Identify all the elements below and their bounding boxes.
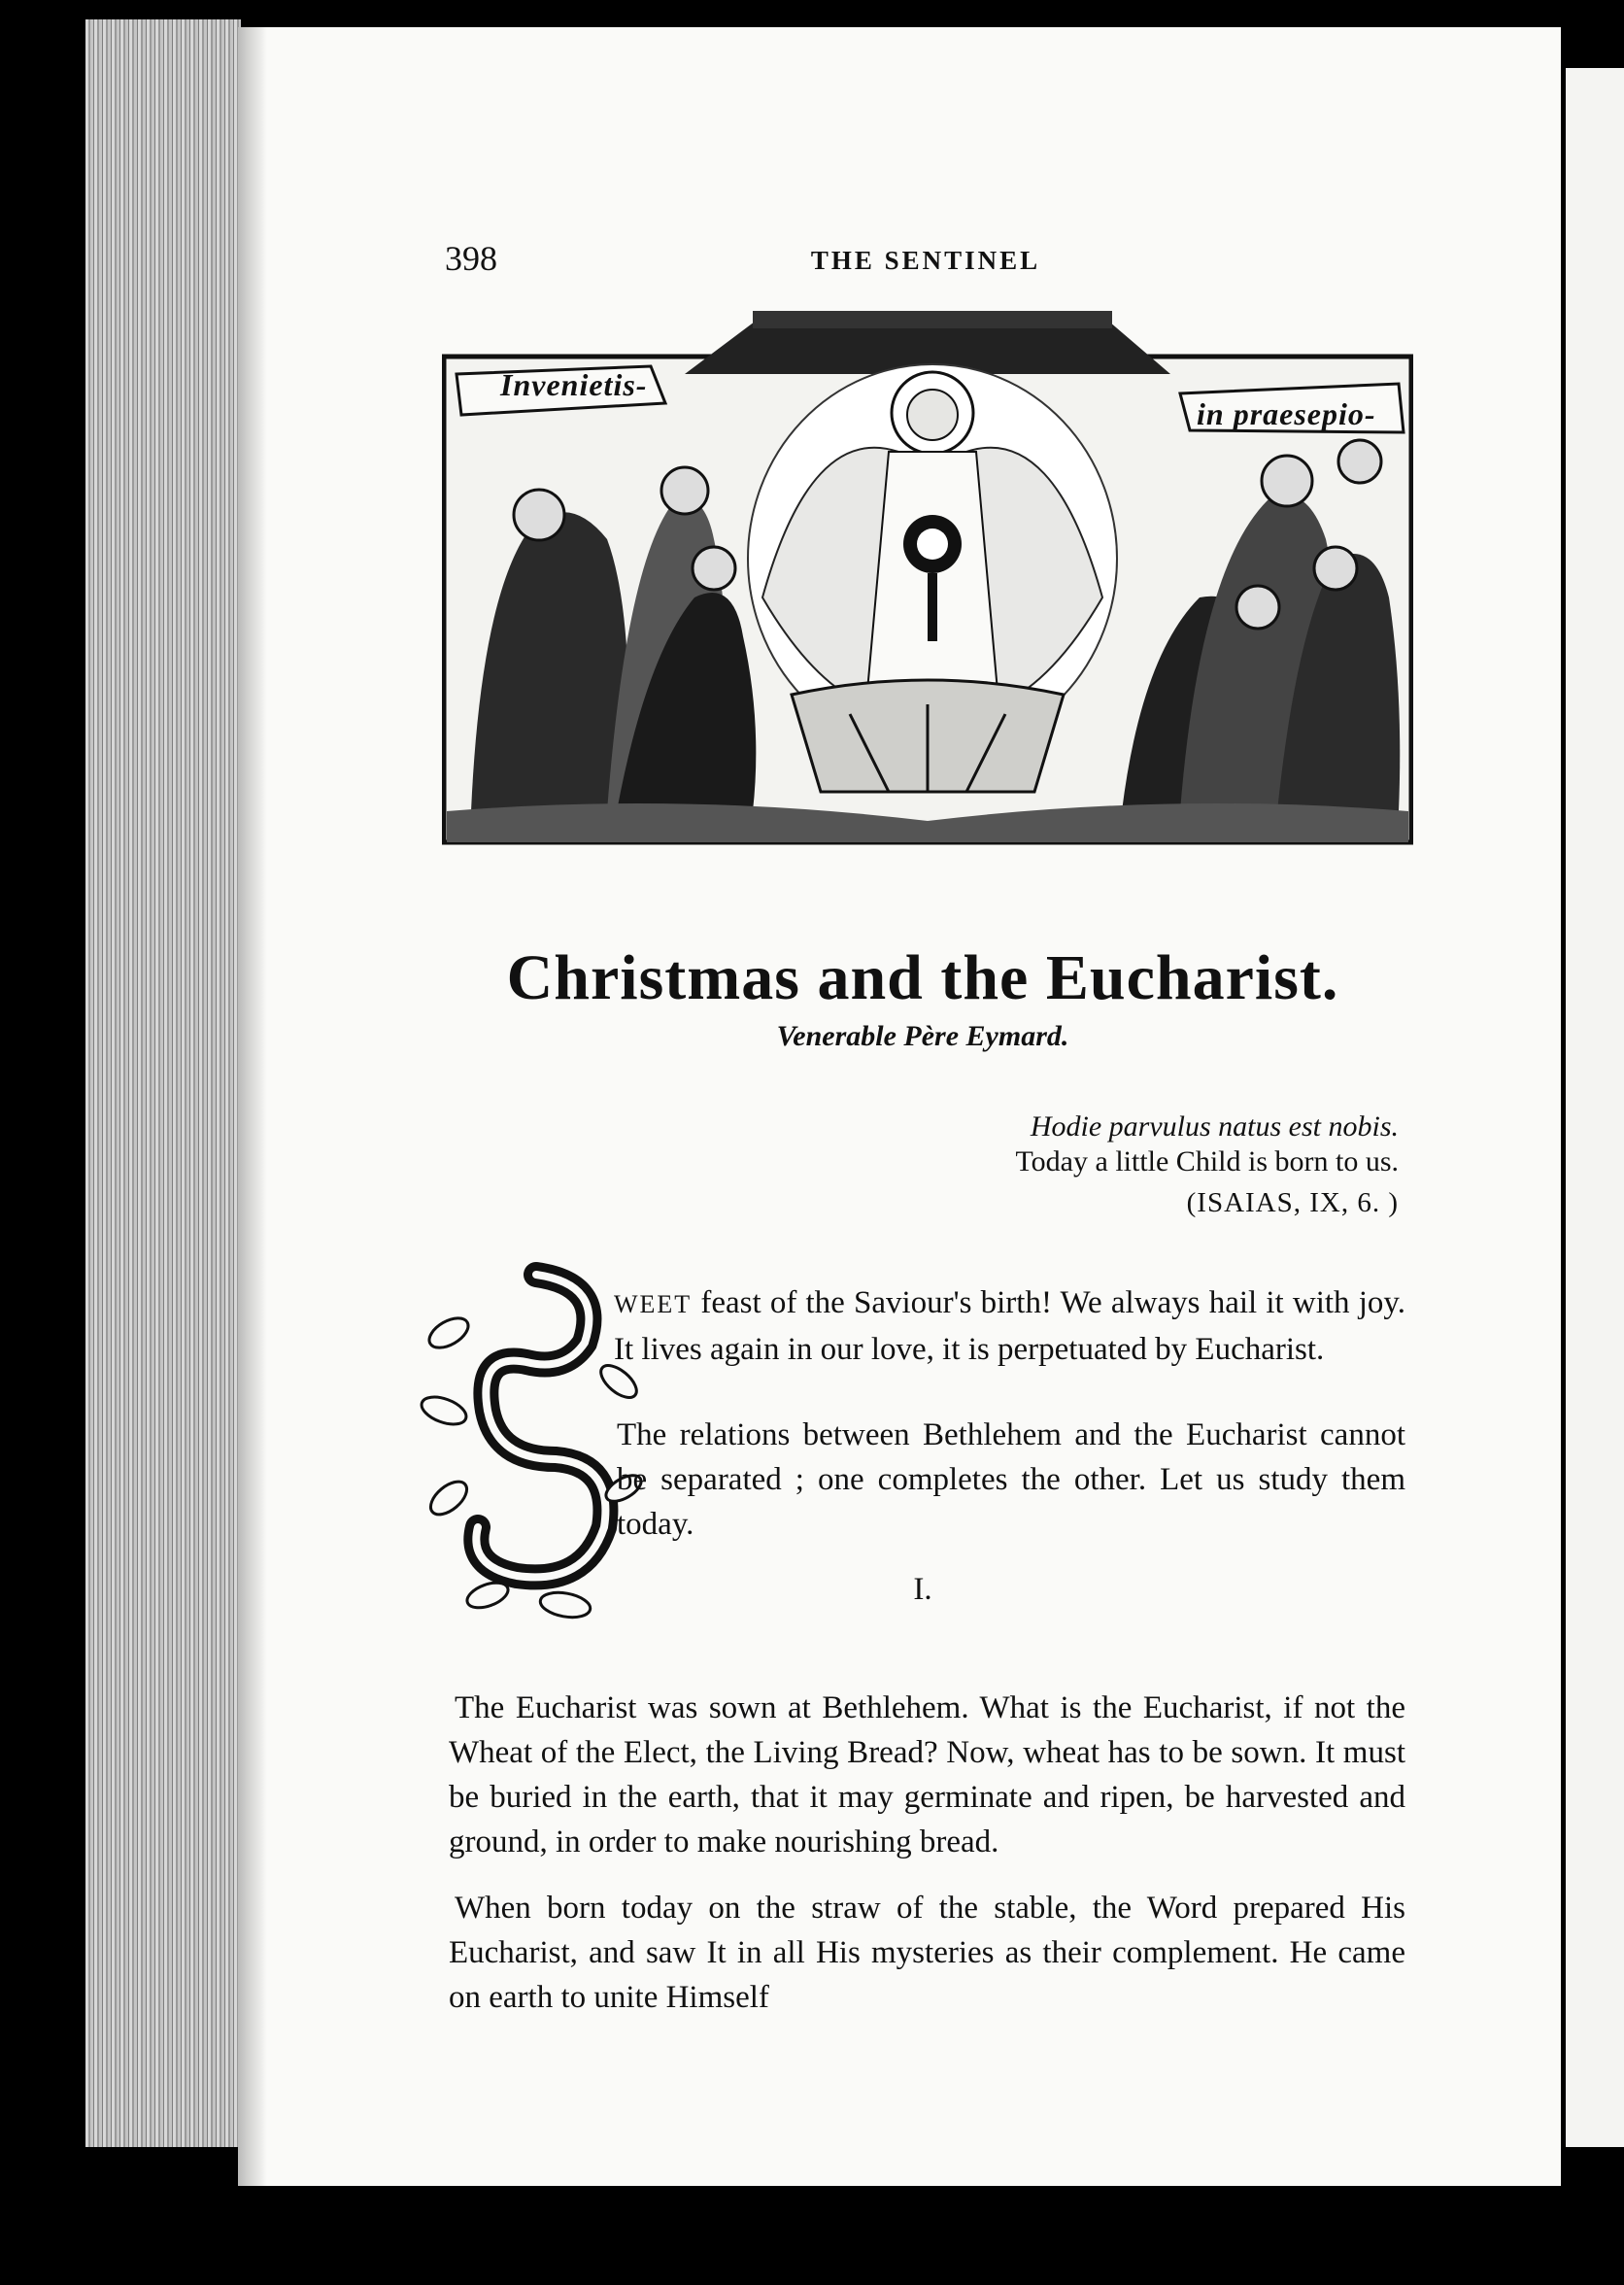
opening-lines (614, 1280, 1405, 1372)
book-page-edges (85, 19, 241, 2147)
banner-left-text: Invenietis- (500, 367, 648, 402)
epigraph-latin: Hodie parvulus natus est nobis. (1030, 1110, 1399, 1142)
opening-continuation: The relations between Bethlehem and the Eucharist cannot be separated ; one completes the other. Let us study them today. (617, 1417, 1405, 1542)
paragraph-2: When born today on the straw of the stable, the Word prepared His Eucharist, and saw It in all His mysteries as their complement. He came on earth to unite Himself (449, 1891, 1405, 2015)
opening-first-lines: feast of the Saviour's birth! We always hail it with joy. It lives again in our love, it is perpetuated by Eucharist. (614, 1285, 1405, 1367)
epigraph-english: Today a little Child is born to us. (1015, 1145, 1399, 1177)
ornamental-dropcap (420, 1255, 643, 1624)
running-head (445, 238, 1406, 287)
page-number: 398 (445, 239, 497, 278)
epigraph (855, 1109, 1399, 1220)
gutter-shadow (238, 27, 267, 2186)
banner-right-text: in praesepio- (1197, 396, 1376, 431)
paragraph-1: The Eucharist was sown at Bethlehem. What is the Eucharist, if not the Wheat of the Elect, the Living Bread? Now, wheat has to be sown. It must be buried in the earth, that it may germinate and ripen, be harvested and ground, in order to make nourishing bread. (449, 1690, 1405, 1859)
article-title: Christmas and the Eucharist. (506, 942, 1339, 1014)
article-author: Venerable Père Eymard. (776, 1020, 1069, 1052)
section-number: I. (913, 1572, 932, 1607)
epigraph-reference: (ISAIAS, IX, 6. ) (1186, 1187, 1399, 1218)
opening-smallcaps: WEET (614, 1290, 693, 1318)
running-title: THE SENTINEL (810, 246, 1041, 275)
facing-page-edge (1566, 68, 1624, 2147)
dropcap-foliage-ornament (420, 1255, 643, 1624)
